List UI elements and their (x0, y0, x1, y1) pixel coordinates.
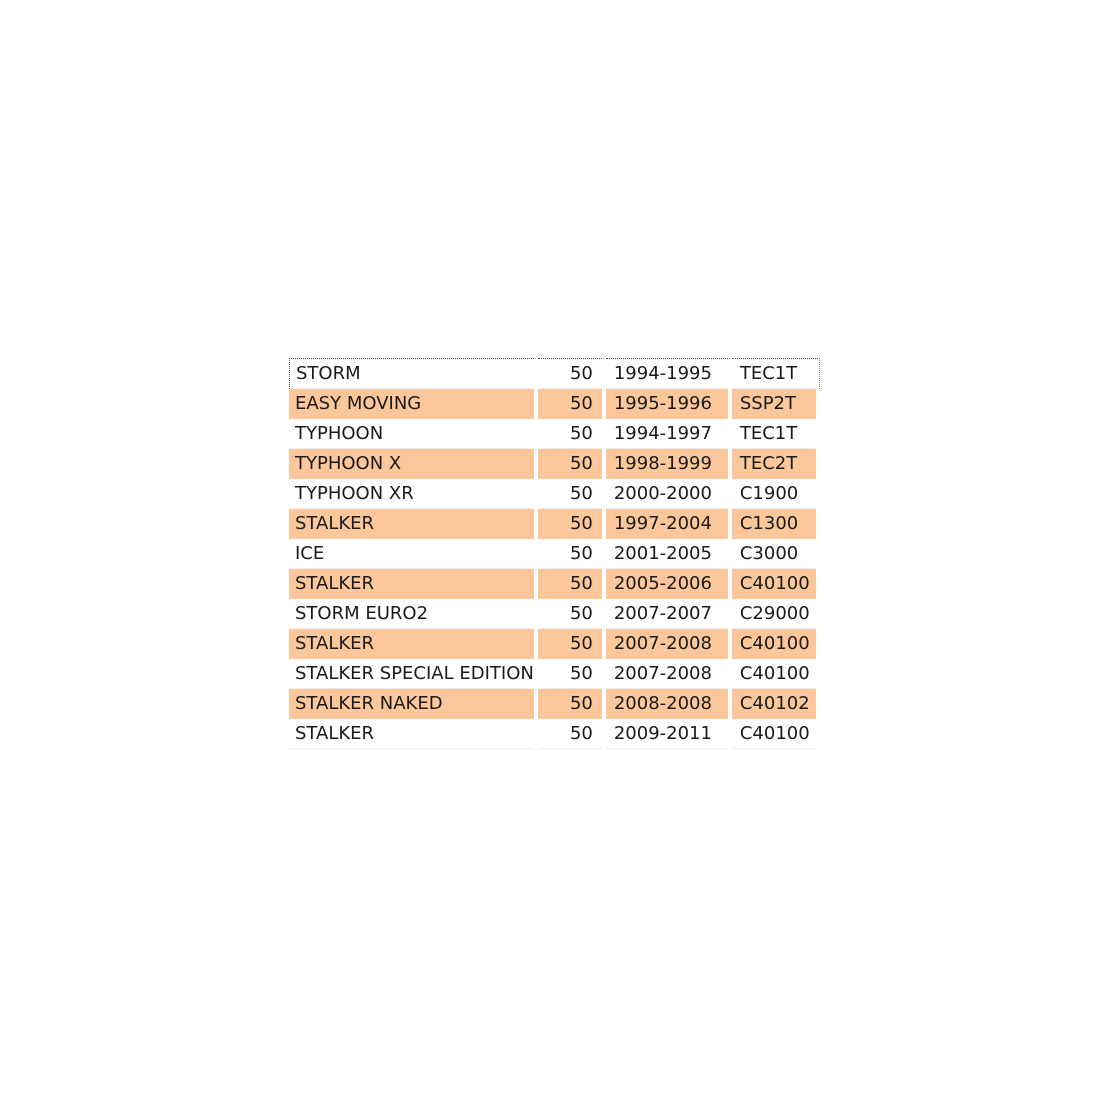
model-name-cell: TYPHOON (289, 419, 538, 449)
part-code-cell: C40100 (732, 569, 820, 599)
year-range-cell: 2007-2008 (606, 629, 732, 659)
model-name-cell: STORM EURO2 (289, 599, 538, 629)
displacement-cell: 50 (538, 449, 606, 479)
part-code-cell: C40100 (732, 719, 820, 749)
table-row[interactable] (289, 659, 820, 689)
year-range-cell: 1997-2004 (606, 509, 732, 539)
part-code-cell: SSP2T (732, 389, 820, 419)
year-range-cell: 2005-2006 (606, 569, 732, 599)
displacement-cell: 50 (538, 358, 606, 389)
model-name-cell: STALKER (289, 629, 538, 659)
part-code-cell: C40100 (732, 659, 820, 689)
year-range-cell: 2007-2007 (606, 599, 732, 629)
displacement-cell: 50 (538, 629, 606, 659)
model-name-cell: STORM (289, 358, 538, 389)
part-code-cell: C40102 (732, 689, 820, 719)
model-name-cell: STALKER SPECIAL EDITION (289, 659, 538, 689)
table-row[interactable] (289, 509, 820, 539)
year-range-cell: 2001-2005 (606, 539, 732, 569)
model-name-cell: STALKER (289, 719, 538, 749)
table-row[interactable] (289, 569, 820, 599)
model-name-cell: TYPHOON X (289, 449, 538, 479)
displacement-cell: 50 (538, 389, 606, 419)
table-row[interactable] (289, 629, 820, 659)
model-name-cell: EASY MOVING (289, 389, 538, 419)
year-range-cell: 2007-2008 (606, 659, 732, 689)
displacement-cell: 50 (538, 419, 606, 449)
model-name-cell: STALKER NAKED (289, 689, 538, 719)
model-name-cell: STALKER (289, 509, 538, 539)
table-row[interactable] (289, 539, 820, 569)
displacement-cell: 50 (538, 689, 606, 719)
table-row[interactable] (289, 358, 820, 389)
table-row[interactable] (289, 419, 820, 449)
part-code-cell: C1300 (732, 509, 820, 539)
table-body (289, 358, 820, 749)
table-row[interactable] (289, 689, 820, 719)
year-range-cell: 1998-1999 (606, 449, 732, 479)
table-row[interactable] (289, 389, 820, 419)
part-code-cell: C29000 (732, 599, 820, 629)
model-compatibility-table (289, 358, 820, 749)
table-row[interactable] (289, 719, 820, 749)
table-row[interactable] (289, 479, 820, 509)
part-code-cell: TEC1T (732, 358, 820, 389)
table-row[interactable] (289, 449, 820, 479)
year-range-cell: 1994-1997 (606, 419, 732, 449)
displacement-cell: 50 (538, 509, 606, 539)
part-code-cell: TEC1T (732, 419, 820, 449)
displacement-cell: 50 (538, 719, 606, 749)
part-code-cell: C1900 (732, 479, 820, 509)
part-code-cell: C40100 (732, 629, 820, 659)
displacement-cell: 50 (538, 659, 606, 689)
part-code-cell: C3000 (732, 539, 820, 569)
displacement-cell: 50 (538, 479, 606, 509)
model-name-cell: ICE (289, 539, 538, 569)
displacement-cell: 50 (538, 599, 606, 629)
displacement-cell: 50 (538, 539, 606, 569)
model-name-cell: TYPHOON XR (289, 479, 538, 509)
displacement-cell: 50 (538, 569, 606, 599)
table-row[interactable] (289, 599, 820, 629)
year-range-cell: 2009-2011 (606, 719, 732, 749)
year-range-cell: 2008-2008 (606, 689, 732, 719)
part-code-cell: TEC2T (732, 449, 820, 479)
year-range-cell: 1994-1995 (606, 358, 732, 389)
year-range-cell: 2000-2000 (606, 479, 732, 509)
model-name-cell: STALKER (289, 569, 538, 599)
year-range-cell: 1995-1996 (606, 389, 732, 419)
